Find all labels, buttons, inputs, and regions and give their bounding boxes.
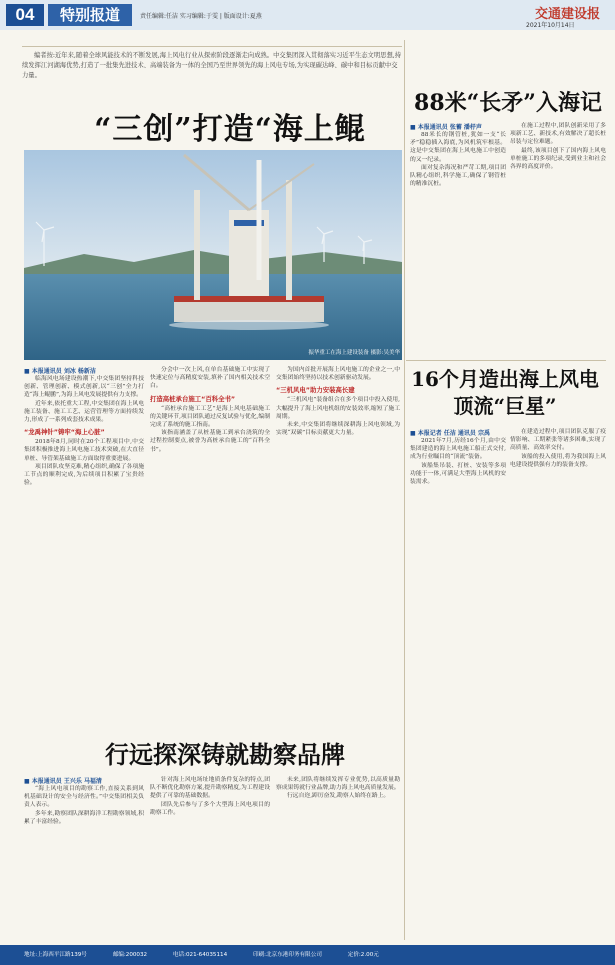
wind-turbine-installation-photo xyxy=(24,150,402,360)
middle-col-2: 针对海上风电场址地质条件复杂的特点,团队不断优化勘察方案,提升勘察精度,为工程建设提供了可靠的基础数据。 团队先后参与了多个大型海上风电项目的勘察工作。 xyxy=(150,777,270,816)
section-title: 特别报道 xyxy=(48,4,132,26)
right-top-byline: ■ 本报通讯员 张蓄 潘杼声 xyxy=(410,124,482,131)
footer-price: 定价:2.00元 xyxy=(347,952,379,958)
right-top-col-2: 在施工过程中,团队创新采用了多项新工艺、新技术,有效解决了超长桩吊装与定位难题。 最终,该项目创下了国内海上风电单桩施工的多项纪录,受到业主和社会各界的高度评价。 xyxy=(510,123,606,171)
right-top-headline: 88米“长矛”入海记 xyxy=(414,90,602,116)
photo-caption: 振华重工在海上建设装备 摄影:吴美华 xyxy=(308,350,400,356)
middle-subhead-1: 打造高桩承台施工“百科全书” xyxy=(150,394,236,403)
footer-bar xyxy=(0,945,615,965)
middle-headline: 行远探深铸就勘察品牌 xyxy=(105,740,345,769)
section-divider xyxy=(406,360,606,361)
right-top-col-1: ■ 本报通讯员 张蓄 潘杼声 88米长的钢管桩,犹如一支“长矛”稳稳插入海底,为风机筑牢根基。这是中交集团在海上风电施工中创造的又一纪录。 面对复杂海况和严苛工期,项目团队精心组织,科学施工,确保了钢管桩的精准沉桩。 xyxy=(410,124,506,188)
main-headline: “三创”打造“海上鲲 xyxy=(94,112,366,147)
page-number: 04 xyxy=(6,4,44,26)
main-story-byline: ■ 本报通讯员 刘冰 杨新洁 xyxy=(24,368,96,375)
footer-phone: 电话:021-64035114 xyxy=(172,952,228,958)
footer-postcode: 邮编:200032 xyxy=(112,952,148,958)
middle-byline: ■ 本报通讯员 王兴乐 马福清 xyxy=(24,778,102,785)
editor-note-box xyxy=(22,46,402,101)
main-story-col-3: 为国内首批开展海上风电施工的企业之一,中交集团始终坚持以技术创新驱动发展。 “三机风电”助力安装高长建 “三机风电”装备组合在多个项目中投入使用,大幅提升了海上风电机组的安装效率,缩短了施工周期。 未来,中交集团将继续深耕海上风电领域,为实现“双碳”目标贡献更大力量。 xyxy=(276,367,400,437)
right-bottom-col-2: 在建造过程中,项目团队克服了疫情影响、工期紧张等诸多困难,实现了高质量、高效率交付。 该船的投入使用,将为我国海上风电建设提供强有力的装备支撑。 xyxy=(510,429,606,468)
newspaper-brand: 交通建设报 xyxy=(535,7,601,22)
editor-credits: 责任编辑:任洁 实习编辑:于雯 | 版面设计:夏燕 xyxy=(140,13,262,20)
main-story-subhead: “龙禹神针”铸牢“海上心脏” xyxy=(24,428,105,437)
middle-col-1: ■ 本报通讯员 王兴乐 马福清 “海上风电项目的勘察工作,直接关系到风机基础设计的安全与经济性。”中交集团相关负责人表示。 多年来,勘察团队深耕海洋工程勘察领域,积累了丰富经验。 xyxy=(24,778,144,825)
column-divider xyxy=(404,40,405,940)
issue-date: 2021年10月14日 xyxy=(526,22,575,29)
editor-note: 编者按:近年来,随着全球风能技术的不断发展,海上风电行业从探索阶段逐渐走向成熟。中交集团深入贯彻落实习近平生态文明思想,持续发挥江河湖海优势,打造了一批集先进技术、高端装备为一体的全国乃至世界领先的海上风电专场,为实现碳达峰、碳中和目标贡献中交力量。 xyxy=(22,52,402,79)
footer-printer: 印刷:北京东港印务有限公司 xyxy=(252,952,322,958)
main-story-col-1: ■ 本报通讯员 刘冰 杨新洁 临海风电场建设热潮下,中交集团坚持科技创新、管理创新、模式创新,以“三创”全力打造“海上鲲鹏”,为海上风电发展提供有力支撑。 近年来,依托重大工程,中交集团在海上风电施工装备、施工工艺、运营管理等方面持续发力,形成了一系列成套技术成果。 “龙禹神针”铸牢“海上心脏” 2018年8月,同时在20个工程项目中,中交集团积极推进海上风电施工技术突破,在大直径单桩、导管架基础施工方面取得重要进展。 项目团队攻坚克难,精心组织,确保了各项施工节点的顺利完成,为后续项目积累了宝贵经验。 xyxy=(24,368,144,487)
middle-subhead-2: “三机风电”助力安装高长建 xyxy=(276,386,355,395)
right-bottom-headline: 16个月造出海上风电顶流“巨星” xyxy=(411,367,599,418)
right-bottom-col-1: ■ 本报记者 任洁 通讯员 宗禹 2021年7月,历经16个月,由中交集团建造的海上风电施工船正式交付,成为行业瞩目的“顶流”装备。 该船集吊装、打桩、安装等多项功能于一体,可满足大型海上风机的安装需求。 xyxy=(410,430,506,486)
right-bottom-byline: ■ 本报记者 任洁 通讯员 宗禹 xyxy=(410,430,491,437)
main-story-col-2: 分会中一次上风,在单台基础施工中实现了快速定位与高精度安装,填补了国内相关技术空白。 打造高桩承台施工“百科全书” “高桩承台施工工艺”是海上风电基础施工的关键环节,项目团队通过反复试验与优化,编制完成了系统的施工指南。 该指南涵盖了从桩基施工到承台浇筑的全过程控制要点,被誉为高桩承台施工的“百科全书”。 xyxy=(150,367,270,453)
middle-col-3: 未来,团队将继续发挥专业优势,以高质量勘察成果铸就行业品牌,助力海上风电高质量发展。 行远自迩,踔厉奋发,勘察人始终在路上。 xyxy=(276,777,400,800)
footer-address: 地址:上海西平江路139号 xyxy=(24,952,87,958)
